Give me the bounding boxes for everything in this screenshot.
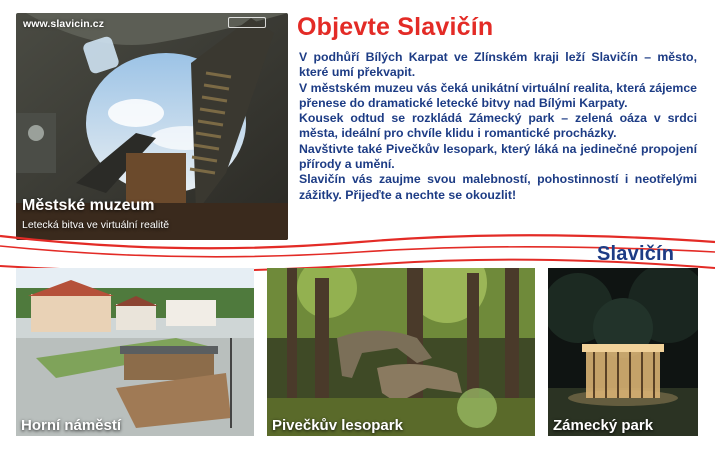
body-text — [299, 50, 697, 203]
museum-caption-title: Městské muzeum — [22, 197, 155, 214]
photo-caption: Horní náměstí — [21, 417, 122, 434]
forest-park-photo — [267, 268, 535, 436]
forest-park-image — [267, 268, 535, 436]
town-square-photo — [16, 268, 254, 436]
headline: Objevte Slavičín — [297, 13, 494, 41]
paragraph: V městském muzeu vás čeká unikátní virtuální realita, která zájemce přenese do dramatické letecké bitvy nad Bílými Karpaty. — [299, 80, 697, 110]
castle-park-photo — [548, 268, 698, 436]
castle-park-image — [548, 268, 698, 436]
logo-mark — [228, 17, 266, 28]
website-url: www.slavicin.cz — [23, 18, 105, 30]
museum-photo — [16, 13, 288, 240]
paragraph: Navštivte také Pivečkův lesopark, který láká na jedinečné propojení přírody a umění. — [299, 141, 697, 172]
museum-caption-subtitle: Letecká bitva ve virtuální realitě — [22, 219, 170, 231]
paragraph: Kousek odtud se rozkládá Zámecký park – zelená oáza v srdci města, ideální pro chvíle klidu i romantické procházky. — [299, 111, 697, 141]
paragraph: V podhůří Bílých Karpat ve Zlínském kraji leží Slavičín – město, které umí překvapit. — [299, 50, 697, 80]
brand-label: Slavičín — [597, 243, 675, 265]
photo-caption: Zámecký park — [553, 417, 654, 434]
photo-caption: Pivečkův lesopark — [272, 417, 403, 434]
town-square-image — [16, 268, 254, 436]
paragraph: Slavičín vás zaujme svou malebností, pohostinností i neotřelými zážitky. Přijeďte a nechte se okouzlit! — [299, 172, 697, 202]
